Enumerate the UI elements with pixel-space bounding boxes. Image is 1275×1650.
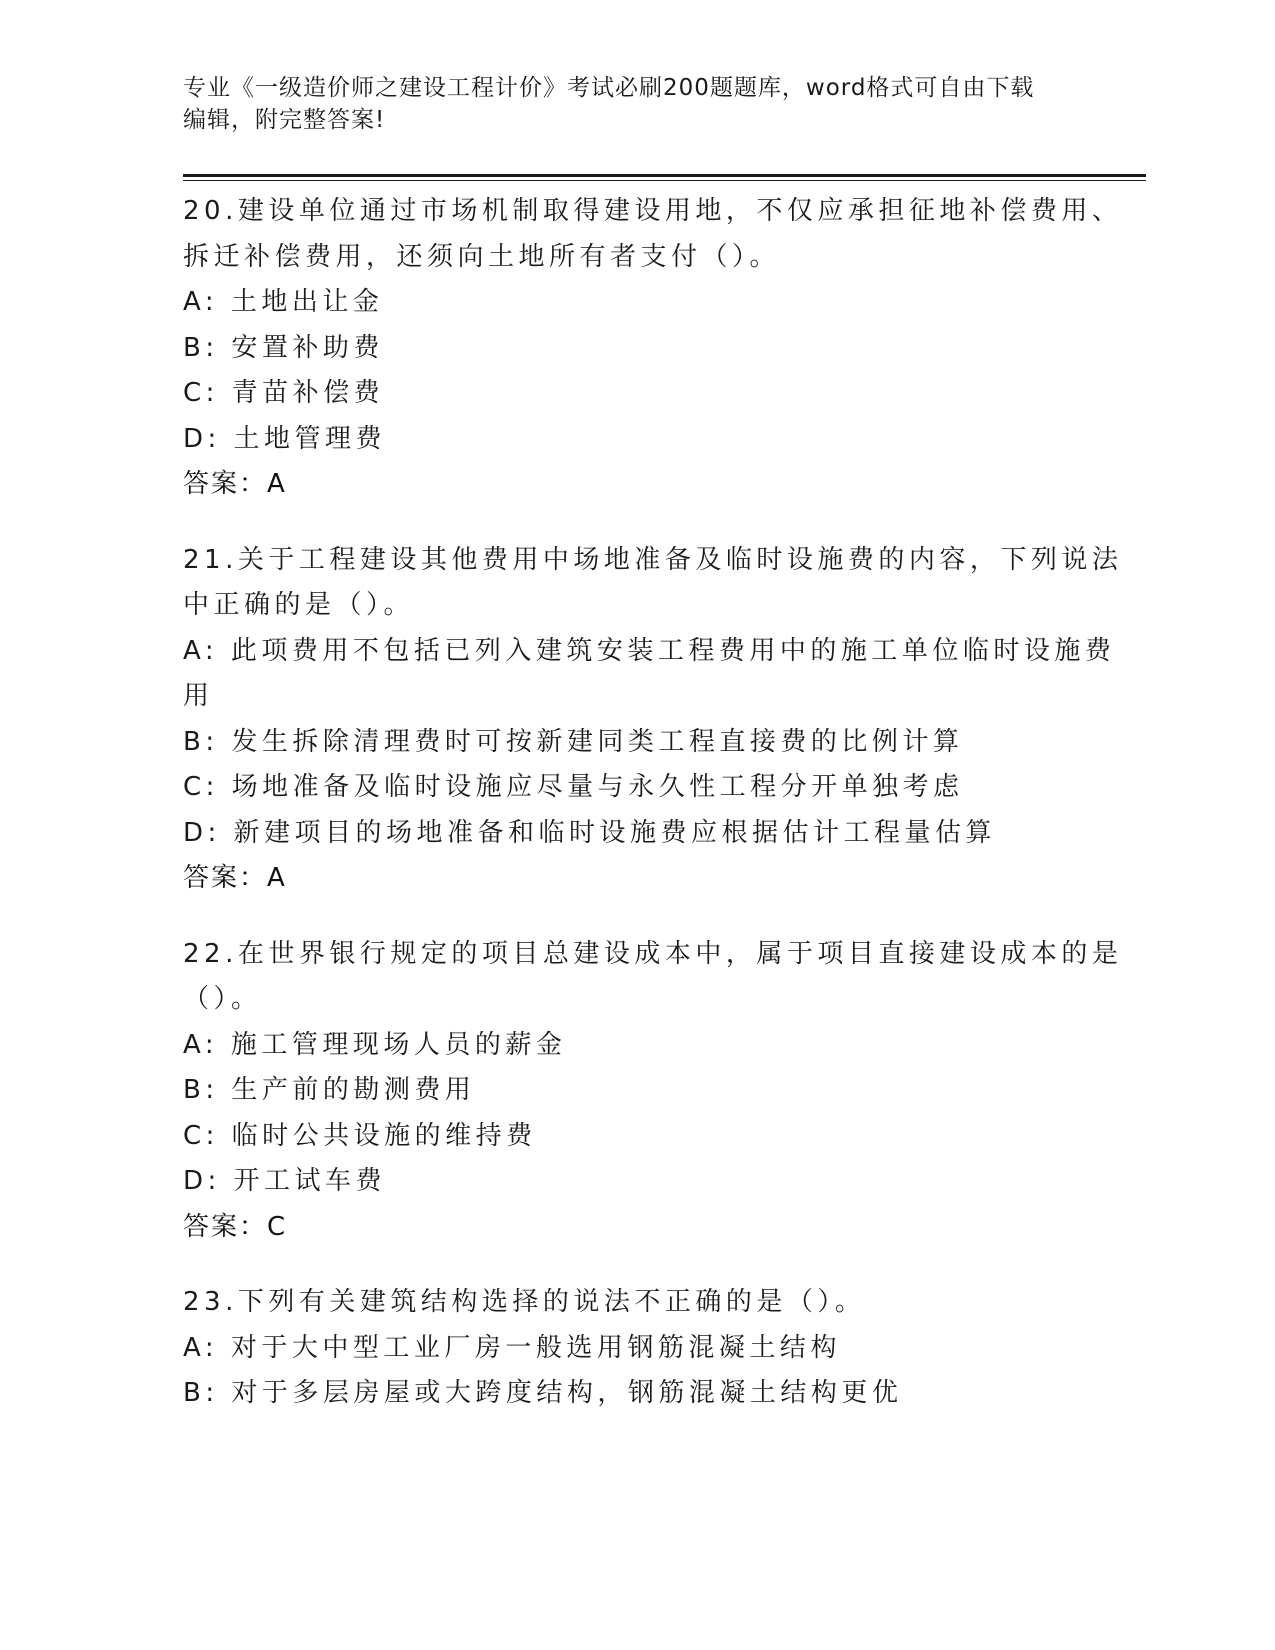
question-stem-line: 20.建设单位通过市场机制取得建设用地，不仅应承担征地补偿费用、 xyxy=(183,196,1123,226)
answer-text: 答案：A xyxy=(183,863,287,893)
answer-text: 答案：C xyxy=(183,1211,288,1242)
document-header xyxy=(183,72,1063,136)
option-d: D: 开工试车费 xyxy=(183,1166,387,1196)
answer-text: 答案：A xyxy=(183,469,287,499)
option-a-continuation: 用 xyxy=(183,681,214,711)
option-b: B: 发生拆除清理费时可按新建同类工程直接费的比例计算 xyxy=(183,726,964,757)
question-21 xyxy=(183,538,1123,902)
header-divider-thick xyxy=(183,174,1146,177)
header-divider-thin xyxy=(183,180,1146,181)
option-a: A: 对于大中型工业厂房一般选用钢筋混凝土结构 xyxy=(183,1332,841,1363)
question-22 xyxy=(183,932,1123,1251)
option-c: C: 青苗补偿费 xyxy=(183,378,385,408)
question-stem-line: （）。 xyxy=(183,984,262,1014)
option-c: C: 场地准备及临时设施应尽量与永久性工程分开单独考虑 xyxy=(183,772,964,802)
question-20 xyxy=(183,189,1123,508)
question-list xyxy=(183,189,1123,1447)
option-b: B: 安置补助费 xyxy=(183,332,384,363)
option-a: A: 施工管理现场人员的薪金 xyxy=(183,1029,567,1060)
question-stem-line: 23.下列有关建筑结构选择的说法不正确的是（）。 xyxy=(183,1287,866,1317)
option-d: D: 土地管理费 xyxy=(183,423,387,454)
option-b: B: 生产前的勘测费用 xyxy=(183,1075,476,1105)
question-stem-line: 21.关于工程建设其他费用中场地准备及临时设施费的内容，下列说法 xyxy=(183,544,1123,575)
option-c: C: 临时公共设施的维持费 xyxy=(183,1120,537,1151)
header-line-2: 编辑，附完整答案! xyxy=(183,107,386,133)
question-stem-line: 中正确的是（）。 xyxy=(183,590,415,620)
option-a: A: 土地出让金 xyxy=(183,287,384,317)
option-b: B: 对于多层房屋或大跨度结构，钢筋混凝土结构更优 xyxy=(183,1378,903,1408)
question-23 xyxy=(183,1280,1083,1417)
question-stem-line: 拆迁补偿费用，还须向土地所有者支付（）。 xyxy=(183,241,781,272)
header-line-1: 专业《一级造价师之建设工程计价》考试必刷200题题库，word格式可自由下载 xyxy=(183,75,1035,101)
option-a: A: 此项费用不包括已列入建筑安装工程费用中的施工单位临时设施费 xyxy=(183,635,1116,666)
question-stem-line: 22.在世界银行规定的项目总建设成本中，属于项目直接建设成本的是 xyxy=(183,938,1123,969)
option-d: D: 新建项目的场地准备和临时设施费应根据估计工程量估算 xyxy=(183,817,997,848)
